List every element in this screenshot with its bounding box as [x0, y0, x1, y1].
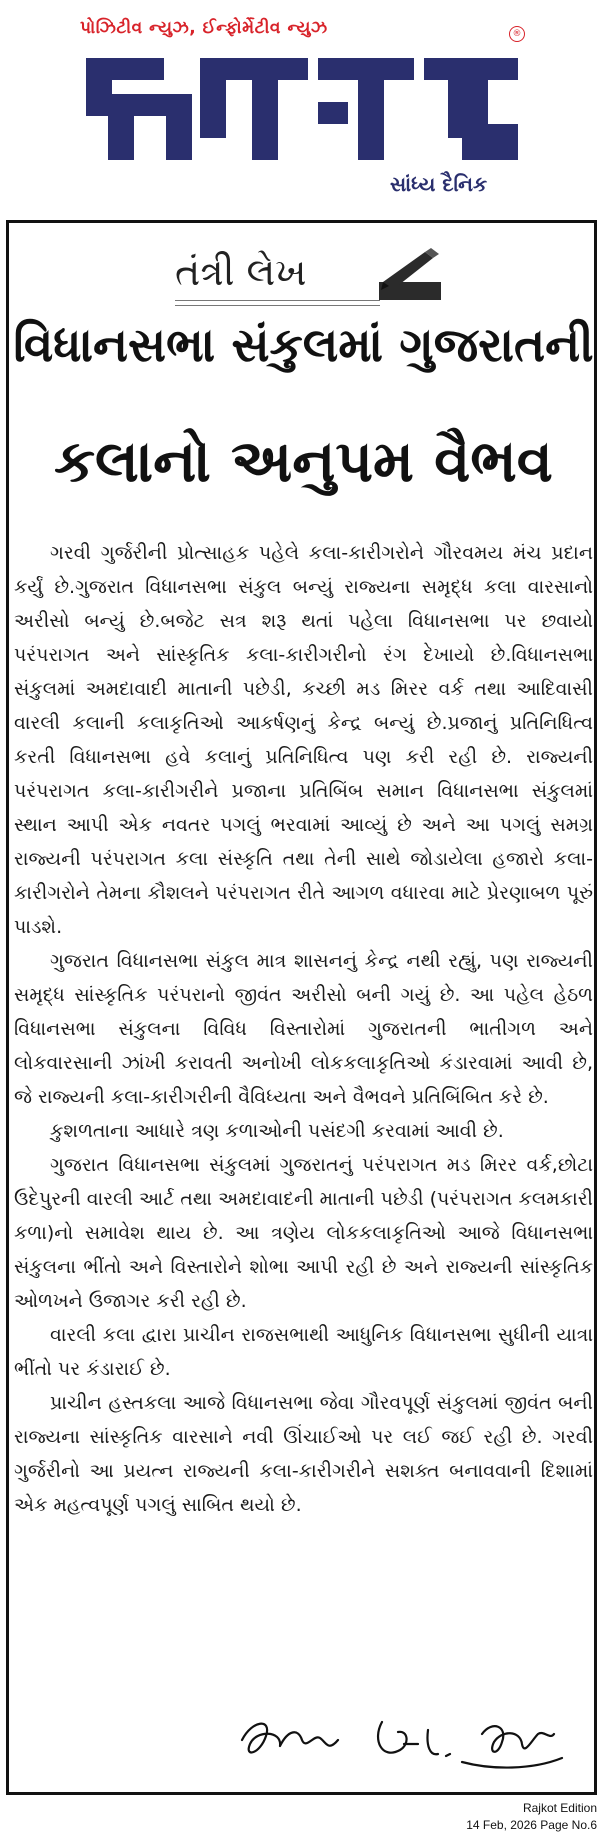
article-paragraph: કુશળતાના આધારે ત્રણ કળાઓની પસંદગી કરવામાં આવી છે. [50, 1120, 504, 1142]
article-body [14, 536, 593, 1522]
section-header [175, 246, 475, 306]
article-paragraph: ગરવી ગુર્જરીની પ્રોત્સાહક પહેલે કલા-કારીગરોને ગૌરવમય મંચ પ્રદાન કર્યું છે.ગુજરાત વિધાનસભા સંકુલ બન્યું રાજ્યના સમૃદ્ધ કલા વારસાનો અરીસો બન્યું છે.બજેટ સત્ર શરૂ થતાં પહેલા વિધાનસભા પર છવાયો પરંપરાગત અને સાંસ્કૃતિક કલા-કારીગરીનો રંગ દેખાયો છે.વિધાનસભા સંકુલમાં અમદાવાદી માતાની પછેડી, કચ્છી મડ મિરર વર્ક તથા આદિવાસી વારલી કલાની કલાકૃતિઓ આકર્ષણનું કેન્દ્ર બન્યું છે.પ્રજાનું પ્રતિનિધિત્વ કરતી વિધાનસભા હવે કલાનું પ્રતિનિધિત્વ પણ કરી રહી છે. રાજ્યની પરંપરાગત કલા-કારીગરીને પ્રજાના પ્રતિબિંબ સમાન વિધાનસભા સંકુલમાં સ્થાન આપી એક નવતર પગલું ભરવામાં આવ્યું છે અને આ પગલું સમગ્ર રાજ્યની પરંપરાગત કલા સંસ્કૃતિ તથા તેની સાથે જોડાયેલા હજારો કલા-કારીગરોને તેમના કૌશલને પરંપરાગત રીતે આગળ વધારવા માટે પ્રેરણાબળ પૂરું પાડશે. [14, 542, 593, 938]
registered-mark: ® [509, 26, 525, 42]
masthead [0, 0, 607, 210]
tagline: પોઝિટીવ ન્યુઝ, ઈન્ફોર્મેટીવ ન્યુઝ [80, 18, 328, 38]
logo-text: અબતક [422, 46, 426, 47]
article-paragraph: ગુજરાત વિધાનસભા સંકુલમાં ગુજરાતનું પરંપરાગત મડ મિરર વર્ક,છોટા ઉદેપુરની વારલી આર્ટ તથા અમદાવાદની માતાની પછેડી (પરંપરાગત કલમકારી કળા)નો સમાવેશ થાય છે. આ ત્રણેય લોકકલાકૃતિઓ આજે વિધાનસભા સંકુલના ભીંતો અને વિસ્તારોને શોભા આપી રહી છે અને રાજ્યની સાંસ્કૃતિક ઓળખને ઉજાગર કરી રહી છે. [14, 1154, 593, 1312]
article-paragraph: પ્રાચીન હસ્તકલા આજે વિધાનસભા જેવા ગૌરવપૂર્ણ સંકુલમાં જીવંત બની રાજ્યના સાંસ્કૃતિક વારસાને નવી ઊંચાઈઓ પર લઈ જઈ રહી છે. ગરવી ગુર્જરીનો આ પ્રયત્ન રાજ્યની કલા-કારીગરીને સશક્ત બનાવવાની દિશામાં એક મહત્વપૂર્ણ પગલું સાબિત થયો છે. [14, 1392, 593, 1516]
edition-footer [466, 1800, 597, 1834]
editor-signature [232, 1700, 572, 1780]
headline-line-2: કલાનો અનુપમ વૈભવ [54, 427, 553, 495]
headline-line-1: વિધાનસભા સંકુલમાં ગુજરાતની [13, 318, 594, 373]
signature-text: સતીશ કુમાર મહેતા [232, 1698, 240, 1699]
edition-name: Rajkot Edition [522, 1801, 597, 1815]
article-paragraph: વારલી કલા દ્વારા પ્રાચીન રાજસભાથી આધુનિક વિધાનસભા સુધીની યાત્રા ભીંતો પર કંડારાઈ છે. [14, 1324, 593, 1380]
pen-icon [373, 248, 445, 304]
edition-date-page: 14 Feb, 2026 Page No.6 [466, 1818, 597, 1832]
edition-type: સાંધ્ય દૈનિક [390, 172, 488, 196]
section-label: તંત્રી લેખ [175, 250, 307, 294]
newspaper-logo [82, 46, 522, 168]
article-paragraph: ગુજરાત વિધાનસભા સંકુલ માત્ર શાસનનું કેન્દ્ર નથી રહ્યું, પણ રાજ્યની સમૃદ્ધ સાંસ્કૃતિક પરંપરાનો જીવંત અરીસો બની ગયું છે. આ પહેલ હેઠળ વિધાનસભા સંકુલના વિવિધ વિસ્તારોમાં ગુજરાતની ભાતીગળ અને લોકવારસાની ઝાંખી કરાવતી અનોખી લોકકલાકૃતિઓ કંડારવામાં આવી છે, જે રાજ્યની કલા-કારીગરીની વૈવિધ્યતા અને વૈભવને પ્રતિબિંબિત કરે છે. [14, 950, 593, 1108]
section-rule [175, 300, 380, 306]
